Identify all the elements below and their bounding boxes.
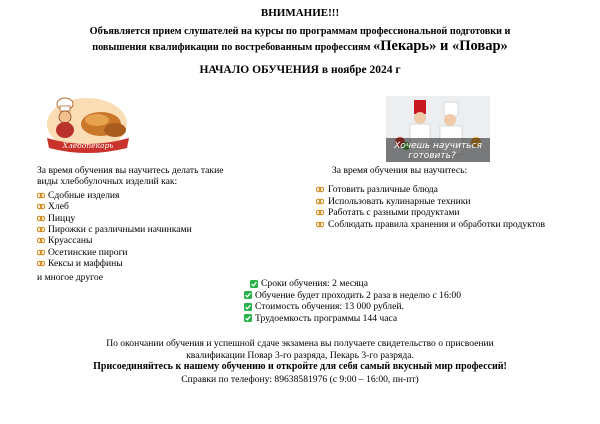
intro-text <box>0 25 600 55</box>
list-item: Пиццу <box>37 213 267 224</box>
pretzel-bullet-icon <box>37 215 45 222</box>
list-item: Сроки обучения: 2 месяца <box>250 278 544 290</box>
list-item: Сдобные изделия <box>37 190 267 201</box>
list-item: Трудоемкость программы 144 часа <box>244 313 544 325</box>
phone-info: Справки по телефону: 89638581976 (с 9:00 – 16:00, пн-пт) <box>181 374 419 385</box>
chefs-photo <box>386 96 490 162</box>
baker-course-intro <box>37 165 267 188</box>
baker-intro-line-2: виды хлебобулочных изделий как: <box>37 176 178 188</box>
completion-text <box>0 338 600 361</box>
baker-intro-line-1: За время обучения вы научитесь делать такие <box>37 165 224 176</box>
list-item: Готовить различные блюда <box>316 184 556 195</box>
pretzel-bullet-icon <box>316 221 324 228</box>
baker-course-outro: и многое другое <box>37 271 104 283</box>
list-item: Использовать кулинарные техники <box>316 196 556 207</box>
list-item: Осетинские пироги <box>37 247 267 258</box>
list-item: Соблюдать правила хранения и обработки продуктов <box>316 219 556 230</box>
list-item: Пирожки с различными начинками <box>37 224 267 235</box>
logo-text: Хлебопекарь <box>62 141 114 150</box>
cook-course-intro: За время обучения вы научитесь: <box>332 165 468 176</box>
cook-skills-list <box>316 184 556 230</box>
baker-logo <box>39 88 139 158</box>
list-item: Обучение будет проходить 2 раза в неделю с 16:00 <box>244 290 544 302</box>
pretzel-bullet-icon <box>37 249 45 256</box>
professions-title: «Пекарь» и «Повар» <box>373 38 508 54</box>
attention-heading: ВНИМАНИЕ!!! <box>260 7 340 19</box>
list-item: Работать с разными продуктами <box>316 207 556 218</box>
photo-caption-line-1: Хочешь научиться <box>394 141 482 151</box>
pretzel-bullet-icon <box>37 226 45 233</box>
photo-caption-line-2: готовить? <box>408 151 456 161</box>
pretzel-bullet-icon <box>37 192 45 199</box>
pretzel-bullet-icon <box>37 260 45 267</box>
list-item: Круассаны <box>37 235 267 246</box>
baker-skills-list <box>37 190 267 270</box>
pretzel-bullet-icon <box>37 237 45 244</box>
checkmark-icon <box>244 291 252 299</box>
intro-line-2 <box>0 39 600 55</box>
pretzel-bullet-icon <box>316 198 324 205</box>
start-date-heading: НАЧАЛО ОБУЧЕНИЯ в ноябре 2024 г <box>199 64 401 76</box>
completion-line-1: По окончании обучения и успешной сдаче экзамена вы получаете свидетельство о присвоении <box>106 338 494 349</box>
intro-line-1: Объявляется прием слушателей на курсы по программам профессиональной подготовки и <box>89 26 511 37</box>
list-item: Хлеб <box>37 201 267 212</box>
pretzel-bullet-icon <box>316 209 324 216</box>
checkmark-icon <box>244 303 252 311</box>
list-item: Кексы и маффины <box>37 258 267 269</box>
checkmark-icon <box>244 314 252 322</box>
pretzel-bullet-icon <box>316 186 324 193</box>
pretzel-bullet-icon <box>37 203 45 210</box>
course-facts-list <box>244 278 544 324</box>
completion-line-2: квалификации Повар 3-го разряда, Пекарь 3-го разряда. <box>186 349 414 361</box>
cook-course-section <box>316 165 556 230</box>
checkmark-icon <box>250 280 258 288</box>
intro-line-2-text: повышения квалификации по востребованным профессиям <box>92 42 371 53</box>
join-invitation: Присоединяйтесь к нашему обучению и откройте для себя самый вкусный мир профессий! <box>93 361 507 372</box>
list-item: Стоимость обучения: 13 000 рублей. <box>244 301 544 313</box>
baker-course-section <box>37 165 267 283</box>
